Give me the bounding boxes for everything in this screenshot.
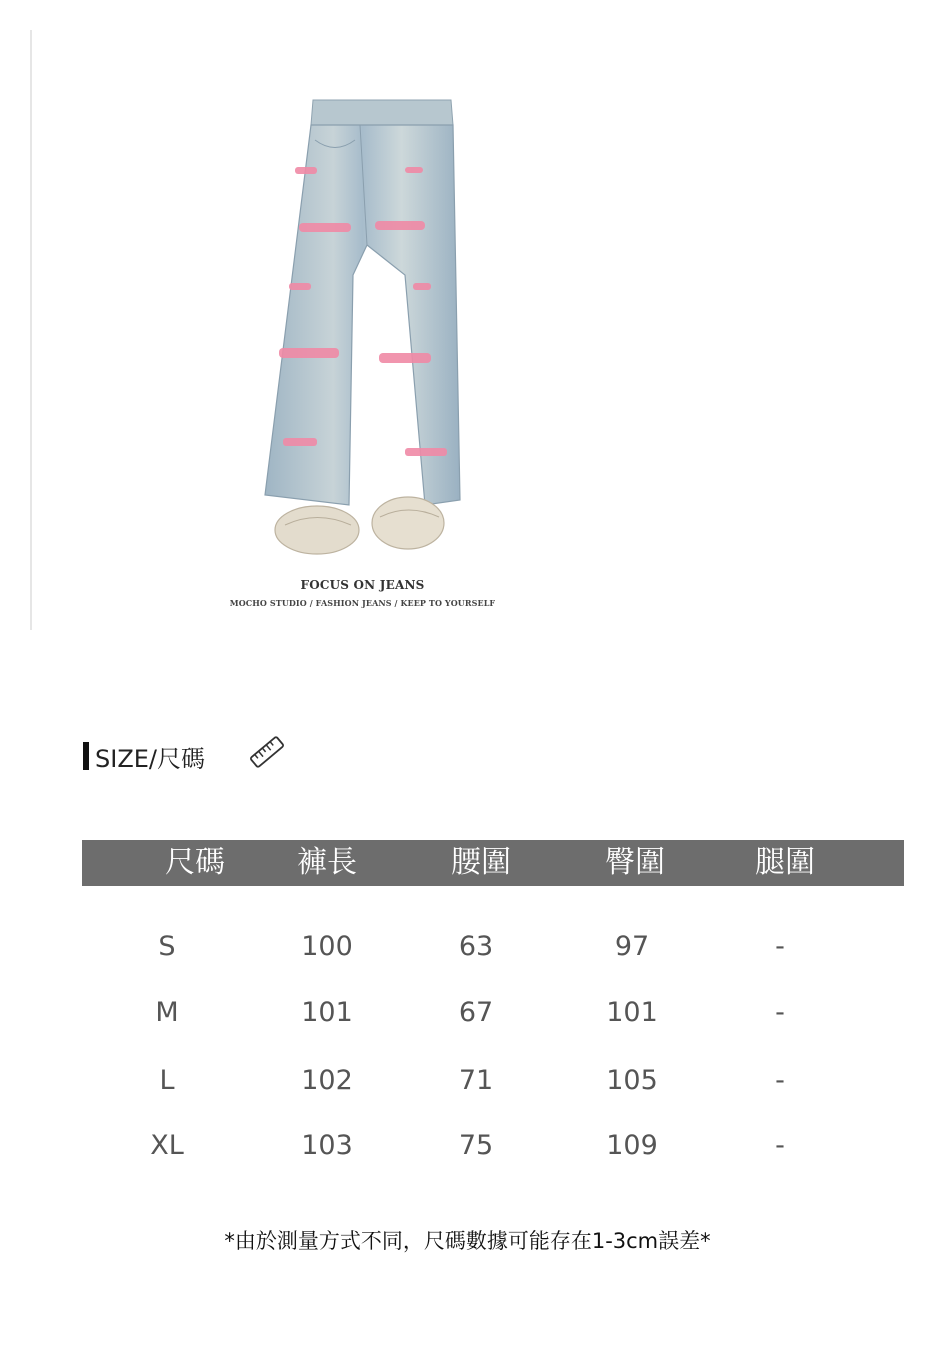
- header-hip: 臀圍: [605, 845, 665, 880]
- table-row: [82, 927, 904, 967]
- photo-border: [30, 30, 32, 630]
- caption-title: FOCUS ON JEANS: [300, 578, 425, 592]
- cell-thigh: -: [775, 1065, 785, 1096]
- cell-waist: 71: [458, 1065, 494, 1096]
- cell-thigh: -: [775, 1130, 785, 1161]
- cell-waist: 63: [458, 931, 494, 962]
- cell-hip: 105: [606, 1065, 658, 1096]
- table-row: [82, 1061, 904, 1101]
- table-row: [82, 1126, 904, 1166]
- cell-size: XL: [150, 1130, 184, 1161]
- size-table-header: [82, 840, 904, 886]
- table-row: [82, 993, 904, 1033]
- cell-hip: 109: [606, 1130, 658, 1161]
- caption-subtitle: MOCHO STUDIO / FASHION JEANS / KEEP TO YOURSELF: [229, 598, 496, 608]
- header-length: 褲長: [297, 845, 357, 880]
- cell-waist: 67: [458, 997, 494, 1028]
- header-size: 尺碼: [165, 845, 225, 880]
- size-heading-text: SIZE/尺碼: [95, 744, 206, 773]
- cell-size: S: [158, 931, 176, 962]
- cell-hip: 101: [606, 997, 658, 1028]
- size-heading: [83, 738, 205, 774]
- header-thigh: 腿圍: [755, 845, 815, 880]
- ruler-icon: [248, 733, 286, 771]
- heading-bar: [83, 742, 89, 770]
- measurement-note: *由於測量方式不同，尺碼數據可能存在1-3cm誤差*: [224, 1229, 711, 1253]
- cell-length: 102: [301, 1065, 353, 1096]
- cell-length: 103: [301, 1130, 353, 1161]
- cell-thigh: -: [775, 997, 785, 1028]
- cell-length: 100: [301, 931, 353, 962]
- cell-hip: 97: [614, 931, 650, 962]
- cell-size: L: [159, 1065, 175, 1096]
- cell-size: M: [155, 997, 179, 1028]
- jeans-image: [255, 95, 475, 560]
- product-photo: [0, 0, 945, 640]
- cell-waist: 75: [458, 1130, 494, 1161]
- cell-length: 101: [301, 997, 353, 1028]
- cell-thigh: -: [775, 931, 785, 962]
- header-waist: 腰圍: [451, 845, 511, 880]
